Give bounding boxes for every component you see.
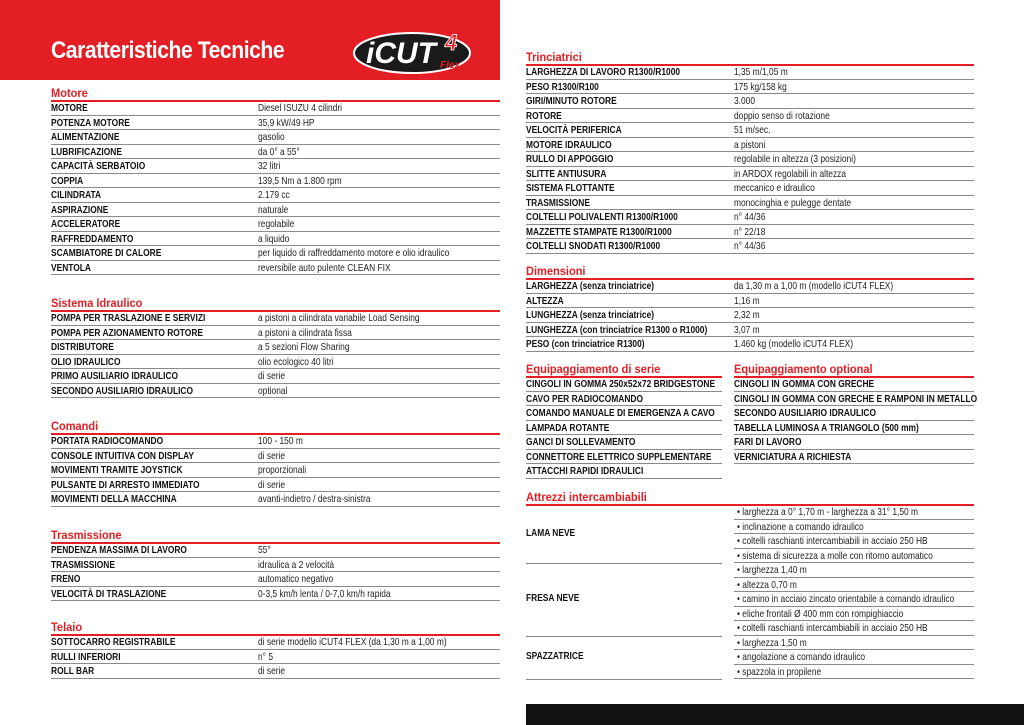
spec-value: n° 44/36	[734, 211, 766, 223]
spec-label: SCAMBIATORE DI CALORE	[51, 247, 162, 259]
spec-value: 100 - 150 m	[258, 435, 303, 447]
spec-value: da 1,30 m a 1,00 m (modello iCUT4 FLEX)	[734, 280, 894, 292]
spec-value: monocinghia e pulegge dentate	[734, 196, 852, 209]
spec-label: PESO R1300/R100	[526, 80, 599, 93]
spec-value: 1.460 kg (modello iCUT4 FLEX)	[734, 338, 854, 350]
spec-value: 1,35 m/1,05 m	[734, 66, 788, 78]
equipment-item	[734, 421, 974, 436]
spec-label: RULLO DI APPOGGIO	[526, 153, 614, 165]
spec-label: MOTORE IDRAULICO	[526, 138, 612, 151]
spec-row	[526, 196, 974, 211]
attachment-feature	[734, 520, 974, 535]
equipment-item	[734, 435, 974, 450]
spec-label: ALTEZZA	[526, 294, 564, 307]
attachment-feature-text: • larghezza a 0° 1,70 m - larghezza a 31° 1,50 m	[737, 506, 919, 518]
spec-value: gasolio	[258, 131, 285, 143]
spec-value: 0-3,5 km/h lenta / 0-7,0 km/h rapida	[258, 587, 391, 600]
spec-value: regolabile in altezza (3 posizioni)	[734, 153, 856, 165]
spec-value: 139,5 Nm a 1.800 rpm	[258, 174, 342, 187]
spec-label: COLTELLI SNODATI R1300/R1000	[526, 240, 661, 252]
spec-row	[51, 434, 500, 449]
spec-value: doppio senso di rotazione	[734, 109, 830, 122]
spec-row	[51, 384, 500, 399]
attachment-feature-text: • spazzola in propilene	[737, 665, 822, 678]
spec-row	[526, 80, 974, 95]
attachment-feature	[734, 563, 974, 578]
spec-row	[51, 492, 500, 507]
spec-value: 2.179 cc	[258, 189, 290, 201]
attachment-feature-text: • altezza 0,70 m	[737, 578, 797, 591]
spec-row	[526, 152, 974, 167]
equipment-item	[526, 406, 722, 421]
spec-row	[526, 279, 974, 294]
spec-value: proporzionali	[258, 464, 307, 476]
spec-value: regolabile	[258, 218, 295, 230]
equipment-item-label: CONNETTORE ELETTRICO SUPPLEMENTARE	[526, 450, 712, 463]
spec-value: a pistoni a cilindrata variabile Load Sensing	[258, 312, 420, 324]
attachment-separator	[526, 679, 722, 680]
spec-row	[526, 323, 974, 338]
spec-row	[51, 116, 500, 131]
spec-value: idraulica a 2 velocità	[258, 558, 335, 571]
spec-value: 35,9 kW/49 HP	[258, 116, 315, 129]
spec-label: POTENZA MOTORE	[51, 116, 130, 129]
spec-row	[51, 130, 500, 145]
spec-row	[526, 94, 974, 109]
spec-value: 1,16 m	[734, 294, 760, 307]
attachment-separator	[526, 636, 722, 637]
spec-row	[51, 558, 500, 573]
spec-label: RAFFREDDAMENTO	[51, 232, 134, 245]
right-column	[526, 0, 978, 725]
spec-row	[51, 217, 500, 232]
spec-value: 32 litri	[258, 160, 281, 172]
spec-value: meccanico e idraulico	[734, 182, 815, 194]
spec-value: di serie	[258, 665, 286, 677]
spec-value: optional	[258, 384, 288, 397]
equipment-item-label: CINGOLI IN GOMMA CON GRECHE	[734, 378, 875, 390]
attachment-feature	[734, 607, 974, 622]
equipment-item	[526, 421, 722, 436]
spec-label: PESO (con trinciatrice R1300)	[526, 338, 645, 350]
spec-value: n° 44/36	[734, 240, 766, 252]
equipment-item-label: CINGOLI IN GOMMA 250x52x72 BRIDGESTONE	[526, 378, 716, 390]
attachment-feature-text: • angolazione a comando idraulico	[737, 651, 866, 663]
spec-value: Diesel ISUZU 4 cilindri	[258, 102, 343, 114]
footer-band	[526, 704, 1024, 725]
attachment-feature-text: • eliche frontali Ø 400 mm con rompighiaccio	[737, 607, 904, 620]
spec-row	[526, 138, 974, 153]
spec-row	[51, 355, 500, 370]
spec-row	[51, 587, 500, 602]
spec-row	[526, 239, 974, 254]
equipment-item-label: FARI DI LAVORO	[734, 436, 802, 448]
spec-value: n° 5	[258, 650, 274, 663]
spec-value: di serie modello iCUT4 FLEX (da 1,30 m a 1,00 m)	[258, 636, 447, 648]
spec-label: SOTTOCARRO REGISTRABILE	[51, 636, 176, 648]
spec-label: DISTRIBUTORE	[51, 341, 114, 353]
section-title-comandi: Comandi	[51, 419, 99, 433]
spec-label: GIRI/MINUTO ROTORE	[526, 95, 617, 107]
spec-value: di serie	[258, 478, 286, 491]
equipment-item	[734, 377, 974, 392]
spec-label: ALIMENTAZIONE	[51, 131, 120, 143]
equipment-item-label: LAMPADA ROTANTE	[526, 421, 610, 434]
spec-row	[51, 449, 500, 464]
attachment-feature-text: • camino in acciaio zincato orientabile a comando idraulico	[737, 593, 955, 605]
spec-value: n° 22/18	[734, 225, 766, 238]
spec-label: TRASMISSIONE	[526, 196, 590, 209]
equipment-item-label: TABELLA LUMINOSA A TRIANGOLO (500 mm)	[734, 421, 919, 434]
logo-sub: Flex	[440, 60, 461, 71]
spec-row	[51, 246, 500, 261]
section-title-telaio: Telaio	[51, 620, 83, 634]
spec-row	[51, 188, 500, 203]
spec-label: PULSANTE DI ARRESTO IMMEDIATO	[51, 478, 200, 491]
spec-value: 3,07 m	[734, 323, 760, 336]
spec-label: PRIMO AUSILIARIO IDRAULICO	[51, 370, 179, 382]
spec-row	[51, 650, 500, 665]
spec-label: SECONDO AUSILIARIO IDRAULICO	[51, 384, 194, 397]
spec-row	[51, 463, 500, 478]
attachment-feature	[734, 534, 974, 549]
logo-text: iCUT	[366, 37, 436, 70]
spec-value: avanti-indietro / destra-sinistra	[258, 493, 371, 505]
spec-value: da 0° a 55°	[258, 145, 300, 158]
spec-row	[51, 635, 500, 650]
spec-label: VELOCITÀ DI TRASLAZIONE	[51, 587, 167, 600]
left-column	[51, 0, 500, 725]
spec-label: MOTORE	[51, 102, 88, 114]
spec-label: POMPA PER AZIONAMENTO ROTORE	[51, 326, 203, 339]
spec-value: 3.000	[734, 95, 756, 107]
equipment-item	[734, 450, 974, 465]
equipment-item-label: ATTACCHI RAPIDI IDRAULICI	[526, 465, 644, 477]
attachment-feature-text: • coltelli raschianti intercambiabili in acciaio 250 HB	[737, 535, 928, 547]
spec-row	[526, 123, 974, 138]
attachment-feature	[734, 621, 974, 636]
equipment-item	[526, 377, 722, 392]
attachment-name: SPAZZATRICE	[526, 650, 584, 663]
equipment-item	[526, 464, 722, 479]
equipment-item-label: VERNICIATURA A RICHIESTA	[734, 450, 852, 463]
spec-label: TRASMISSIONE	[51, 558, 115, 571]
spec-label: ACCELERATORE	[51, 218, 121, 230]
spec-label: VENTOLA	[51, 261, 91, 274]
spec-value: a pistoni	[734, 138, 766, 151]
spec-label: SLITTE ANTIUSURA	[526, 167, 607, 180]
attachment-feature-text: • sistema di sicurezza a molle con ritorno automatico	[737, 549, 933, 562]
spec-row	[51, 664, 500, 679]
spec-label: PORTATA RADIOCOMANDO	[51, 435, 164, 447]
spec-label: MAZZETTE STAMPATE R1300/R1000	[526, 225, 672, 238]
attachment-feature	[734, 578, 974, 593]
spec-row	[526, 181, 974, 196]
equipment-item-label: CAVO PER RADIOCOMANDO	[526, 392, 643, 405]
spec-row	[526, 337, 974, 352]
section-title-attrezzi: Attrezzi intercambiabili	[526, 490, 647, 504]
attachment-feature	[734, 665, 974, 680]
spec-row	[51, 203, 500, 218]
spec-label: RULLI INFERIORI	[51, 650, 121, 663]
spec-value: per liquido di raffreddamento motore e olio idraulico	[258, 247, 450, 259]
attachment-feature	[734, 592, 974, 607]
spec-label: COPPIA	[51, 174, 84, 187]
section-title-equip-optional: Equipaggiamento optional	[734, 362, 873, 376]
spec-row	[526, 109, 974, 124]
spec-value: 175 kg/158 kg	[734, 80, 787, 93]
attachment-feature-text: • coltelli raschianti intercambiabili in acciaio 250 HB	[737, 622, 928, 634]
spec-value: in ARDOX regolabili in altezza	[734, 167, 847, 180]
spec-row	[51, 326, 500, 341]
equipment-item-label: CINGOLI IN GOMMA CON GRECHE E RAMPONI IN METALLO	[734, 392, 978, 405]
spec-label: ROTORE	[526, 109, 562, 122]
spec-row	[51, 311, 500, 326]
spec-row	[51, 340, 500, 355]
equipment-item	[526, 450, 722, 465]
equipment-item-label: GANCI DI SOLLEVAMENTO	[526, 436, 636, 448]
equipment-item-label: COMANDO MANUALE DI EMERGENZA A CAVO	[526, 407, 715, 419]
spec-label: ASPIRAZIONE	[51, 203, 109, 216]
spec-value: automatico negativo	[258, 573, 334, 585]
spec-row	[51, 369, 500, 384]
spec-value: reversibile auto pulente CLEAN FIX	[258, 261, 391, 274]
spec-label: COLTELLI POLIVALENTI R1300/R1000	[526, 211, 678, 223]
spec-label: LARGHEZZA (senza trinciatrice)	[526, 280, 655, 292]
spec-row	[51, 145, 500, 160]
spec-label: ROLL BAR	[51, 665, 95, 677]
attachment-feature	[734, 549, 974, 564]
attachment-feature	[734, 650, 974, 665]
spec-row	[526, 167, 974, 182]
spec-label: LARGHEZZA DI LAVORO R1300/R1000	[526, 66, 681, 78]
spec-row	[51, 101, 500, 116]
spec-row	[51, 159, 500, 174]
spec-label: VELOCITÀ PERIFERICA	[526, 124, 622, 136]
spec-label: MOVIMENTI DELLA MACCHINA	[51, 493, 177, 505]
attachment-feature	[734, 636, 974, 651]
spec-value: 2,32 m	[734, 309, 760, 321]
spec-row	[526, 225, 974, 240]
spec-value: naturale	[258, 203, 289, 216]
section-title-trasmissione: Trasmissione	[51, 528, 122, 542]
section-title-trinciatrici: Trinciatrici	[526, 50, 582, 64]
spec-row	[51, 478, 500, 493]
attachment-feature-text: • larghezza 1,40 m	[737, 564, 807, 576]
section-title-equip-serie: Equipaggiamento di serie	[526, 362, 661, 376]
spec-value: a 5 sezioni Flow Sharing	[258, 341, 350, 353]
spec-row	[526, 308, 974, 323]
spec-row	[51, 174, 500, 189]
spec-value: 55°	[258, 544, 271, 556]
spec-row	[526, 65, 974, 80]
attachment-feature-text: • inclinazione a comando idraulico	[737, 520, 864, 533]
section-title-idraulico: Sistema Idraulico	[51, 296, 143, 310]
spec-label: LUBRIFICAZIONE	[51, 145, 122, 158]
spec-label: LUNGHEZZA (con trinciatrice R1300 o R1000)	[526, 323, 708, 336]
spec-label: LUNGHEZZA (senza trinciatrice)	[526, 309, 655, 321]
spec-label: FRENO	[51, 573, 81, 585]
spec-label: CAPACITÀ SERBATOIO	[51, 160, 146, 172]
spec-row	[526, 294, 974, 309]
spec-row	[526, 210, 974, 225]
equipment-item	[734, 406, 974, 421]
spec-row	[51, 543, 500, 558]
spec-label: PENDENZA MASSIMA DI LAVORO	[51, 544, 187, 556]
spec-row	[51, 261, 500, 276]
spec-value: olio ecologico 40 litri	[258, 355, 334, 368]
equipment-item-label: SECONDO AUSILIARIO IDRAULICO	[734, 407, 877, 419]
page-title: Caratteristiche Tecniche	[51, 37, 285, 64]
logo-number: 4	[445, 30, 458, 55]
spec-label: MOVIMENTI TRAMITE JOYSTICK	[51, 464, 183, 476]
spec-value: di serie	[258, 370, 286, 382]
spec-label: CONSOLE INTUITIVA CON DISPLAY	[51, 449, 194, 462]
spec-row	[51, 572, 500, 587]
spec-value: a liquido	[258, 232, 290, 245]
section-title-dimensioni: Dimensioni	[526, 264, 586, 278]
spec-value: a pistoni a cilindrata fissa	[258, 326, 352, 339]
equipment-item	[734, 392, 978, 407]
equipment-item	[526, 435, 722, 450]
section-title-motore: Motore	[51, 86, 88, 100]
spec-label: POMPA PER TRASLAZIONE E SERVIZI	[51, 312, 206, 324]
attachment-feature	[734, 505, 974, 520]
attachment-separator	[526, 563, 722, 564]
equipment-item	[526, 392, 722, 407]
spec-value: di serie	[258, 449, 286, 462]
spec-label: SISTEMA FLOTTANTE	[526, 182, 615, 194]
spec-label: CILINDRATA	[51, 189, 102, 201]
spec-row	[51, 232, 500, 247]
spec-value: 51 m/sec.	[734, 124, 771, 136]
attachment-name: FRESA NEVE	[526, 592, 580, 605]
attachment-name: LAMA NEVE	[526, 527, 576, 539]
attachment-feature-text: • larghezza 1,50 m	[737, 636, 807, 649]
spec-label: OLIO IDRAULICO	[51, 355, 121, 368]
